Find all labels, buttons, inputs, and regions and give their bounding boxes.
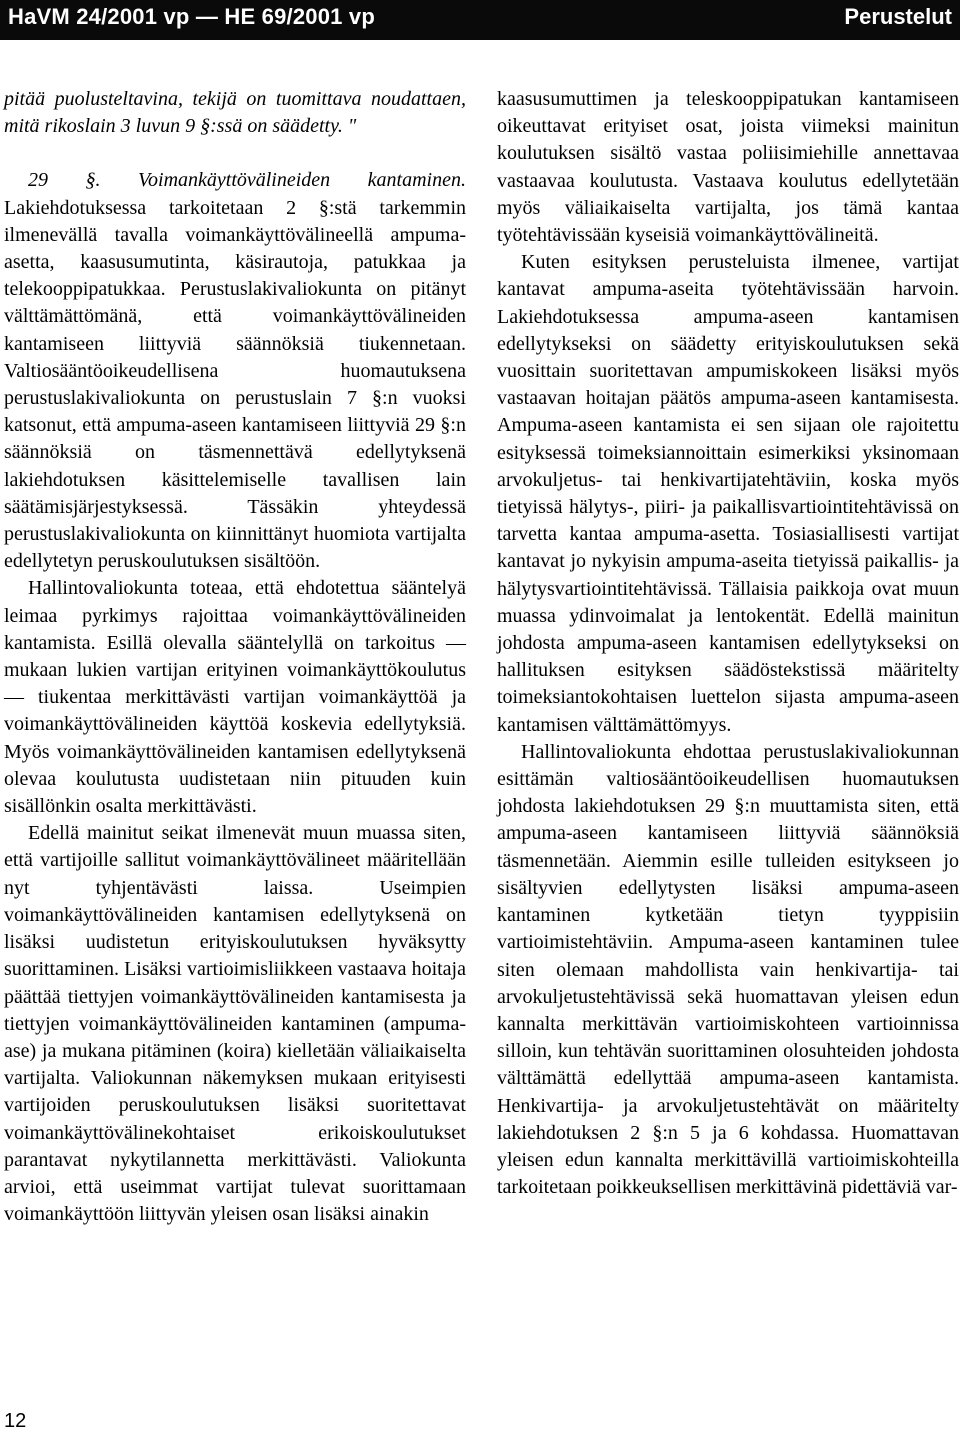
right-paragraph-1: kaasusumuttimen ja teleskooppipatukan kantamiseen oikeuttavat erityiset osat, joista viimeksi mainitun koulutuksen sisältö vastaa poliisimiehille annettavaa vastaavaa koulutusta. Vastaava koulutus edellytetään myös väliaikaiselta vartijalta, jos tämä kantaa työtehtävissään kyseisiä voimankäyttövälineitä. xyxy=(497,88,959,247)
section-29-text: Lakiehdotuksessa tarkoitetaan 2 §:stä tarkemmin ilmenevällä tavalla voimankäyttövälineellä ampuma-asetta, kaasusumutinta, käsirautoja, patukkaa ja telekooppipatukkaa. Perustuslakivaliokunta on pitänyt välttämättömänä, että voimankäyttövälineiden kantamiseen liittyviä säännöksiä tiukennetaan. Valtiosääntöoikeudellisena huomautuksena perustuslakivaliokunta on perustuslain 7 §:n vuoksi katsonut, että ampuma-aseen kantamiseen liittyviä 29 §:n säännöksiä on täsmennettävä edellytyksenä lakiehdotuksen käsittelemiselle tavallisen lain säätämisjärjestyksessä. Tässäkin yhteydessä perustuslakivaliokunta on kiinnittänyt huomiota vartijalta edellytetyn peruskoulutuksen sisältöön. xyxy=(4,196,466,573)
left-paragraph-2 xyxy=(4,167,466,575)
left-paragraph-3: Hallintovaliokunta toteaa, että ehdotettua sääntelyä leimaa pyrkimys rajoittaa voimankäyttövälineiden kantamista. Esillä olevalla sääntelyllä on tarkoitus — mukaan lukien vartijan erityinen voimankäyttökoulutus — tiukentaa merkittävästi vartijan voimankäyttöä ja voimankäyttövälineiden käyttöä koskevia edellytyksiä. Myös voimankäyttövälineiden kantamisen edellytyksenä olevaa koulutusta uudistetaan niin pituuden kuin sisällönkin osalta merkittävästi. xyxy=(4,577,466,818)
page-header-bar xyxy=(0,0,960,40)
left-text-column xyxy=(4,86,466,1228)
section-29-heading: 29 §. Voimankäyttövälineiden kantaminen. xyxy=(28,169,466,192)
right-paragraph-2: Kuten esityksen perusteluista ilmenee, vartijat kantavat ampuma-aseita työtehtävissään harvoin. Lakiehdotuksessa ampuma-aseen kantamisen edellytykseksi on säädetty erityiskoulutuksen sekä vuosittain suoritettavan ampumiskokeen lisäksi myös vastaavan hoitajan päätös ampuma-aseen kantamisesta. Ampuma-aseen kantamista ei sen sijaan ole rajoitettu esityksessä toimeksiannoittain esimerkiksi yksinomaan arvokuljetus- tai henkivartijatehtäviin, koska myös tietyissä hälytys-, piiri- ja paikallisvartiointitehtävissä on tarvetta kantaa ampuma-asetta. Tosiasiallisesti vartijat kantavat jo nykyisin ampuma-aseita tietyissä paikallis- ja hälytysvartiointitehtävissä. Tällaisia paikkoja ovat muun muassa ydinvoimalat ja lentokentät. Edellä mainitun johdosta ampuma-aseen kantamisen edellytykseksi on hallituksen esityksen säädöstekstissä määritelty toimeksiantokohtaisen luettelon sijasta ampuma-aseen kantamisen välttämättömyys. xyxy=(497,251,959,736)
right-text-column xyxy=(497,86,959,1201)
page-number: 12 xyxy=(4,1410,27,1432)
right-paragraph-3: Hallintovaliokunta ehdottaa perustuslakivaliokunnan esittämän valtiosääntöoikeudellisen huomautuksen johdosta lakiehdotuksen 29 §:n muuttamista siten, että ampuma-aseen kantamiseen liittyviä säännöksiä täsmennetään. Aiemmin esille tulleiden esitykseen jo sisältyvien edellytysten lisäksi ampuma-aseen kantaminen kytketään tietyn tyyppisiin vartioimistehtäviin. Ampuma-aseen kantaminen tulee siten olemaan mahdollista vain henkivartija- tai arvokuljetustehtävissä sekä huomattavan yleisen edun kannalta merkittävän vartioimiskohteen vartioinnissa silloin, kun tehtävän suorittaminen olosuhteiden johdosta välttämättä edellyttää ampuma-aseen kantamista. Henkivartija- ja arvokuljetustehtävät on määritelty lakiehdotuksen 2 §:n 5 ja 6 kohdassa. Huomattavan yleisen edun kannalta merkittävillä vartioimiskohteilla tarkoitetaan poikkeuksellisen merkittävinä pidettäviä var- xyxy=(497,740,959,1199)
section-label: Perustelut xyxy=(844,4,952,29)
left-paragraph-4: Edellä mainitut seikat ilmenevät muun muassa siten, että vartijoille sallitut voimankäyttövälineet määritellään nyt tyhjentävästi laissa. Useimpien voimankäyttövälineiden kantamisen edellytyksenä on lisäksi uudistetun erityiskoulutuksen hyväksytty suorittaminen. Lisäksi vartioimisliikkeen vastaava hoitaja päättää tiettyjen voimankäyttövälineiden kantamisesta ja tiettyjen voimankäyttövälineiden kantaminen (ampuma-ase) ja mukana pitäminen (koira) kielletään väliaikaiselta vartijalta. Valiokunnan näkemyksen mukaan erityisesti vartijoiden peruskoulutuksen lisäksi suoritettavat voimankäyttövälinekohtaiset erikoiskoulutukset parantavat nykytilannetta merkittävästi. Valiokunta arvioi, että useimmat vartijat tulevat suorittamaan voimankäyttöön liittyvän yleisen osan lisäksi ainakin xyxy=(4,822,466,1226)
left-paragraph-1: pitää puolusteltavina, tekijä on tuomittava noudattaen, mitä rikoslain 3 luvun 9 §:ssä on säädetty. " xyxy=(4,88,466,138)
document-reference: HaVM 24/2001 vp — HE 69/2001 vp xyxy=(8,4,375,29)
